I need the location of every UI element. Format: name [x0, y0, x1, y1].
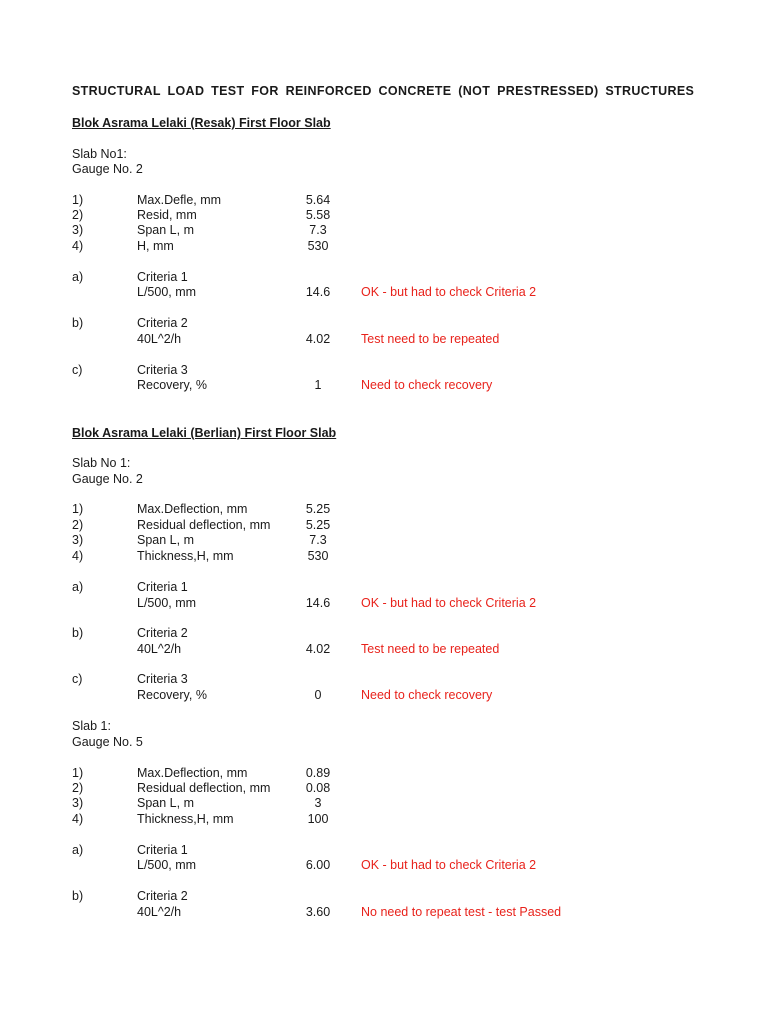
- row-label: 40L^2/h: [137, 332, 182, 346]
- row-index: 1): [72, 193, 84, 207]
- measurement-row: [0, 781, 768, 797]
- row-value: 4.02: [305, 332, 331, 346]
- slab-label: Slab No1:: [72, 147, 127, 161]
- row-value: 14.6: [305, 596, 331, 610]
- slab-label: Slab No 1:: [72, 456, 131, 470]
- criteria-name-row: [0, 363, 768, 379]
- row-value: 14.6: [305, 285, 331, 299]
- status-note: OK - but had to check Criteria 2: [361, 596, 537, 610]
- row-label: L/500, mm: [137, 596, 197, 610]
- row-label: Resid, mm: [137, 208, 197, 222]
- row-label: Span L, m: [137, 223, 194, 237]
- criteria-result-row: [0, 596, 768, 612]
- row-value: 530: [307, 239, 329, 253]
- row-label: Max.Deflection, mm: [137, 766, 248, 780]
- row-value: 7.3: [309, 223, 327, 237]
- measurement-row: [0, 549, 768, 565]
- status-note: No need to repeat test - test Passed: [361, 905, 562, 919]
- criteria-name-row: [0, 626, 768, 642]
- criteria-result-row: [0, 858, 768, 874]
- criteria-name: Criteria 2: [137, 889, 188, 903]
- criteria-name-row: [0, 889, 768, 905]
- row-index: a): [72, 270, 84, 284]
- measurement-row: [0, 239, 768, 255]
- row-index: 3): [72, 533, 84, 547]
- criteria-name-row: [0, 316, 768, 332]
- row-label: H, mm: [137, 239, 174, 253]
- row-label: 40L^2/h: [137, 905, 182, 919]
- row-index: b): [72, 889, 84, 903]
- criteria-name: Criteria 2: [137, 626, 188, 640]
- row-label: Residual deflection, mm: [137, 781, 271, 795]
- criteria-name: Criteria 1: [137, 843, 188, 857]
- criteria-result-row: [0, 332, 768, 348]
- criteria-result-row: [0, 378, 768, 394]
- row-label: Thickness,H, mm: [137, 549, 234, 563]
- row-value: 5.25: [305, 502, 331, 516]
- row-index: b): [72, 626, 84, 640]
- criteria-name: Criteria 1: [137, 580, 188, 594]
- row-value: 4.02: [305, 642, 331, 656]
- criteria-name: Criteria 1: [137, 270, 188, 284]
- gauge-label: Gauge No. 2: [72, 162, 143, 176]
- criteria-name-row: [0, 580, 768, 596]
- row-label: 40L^2/h: [137, 642, 182, 656]
- row-index: 2): [72, 781, 84, 795]
- section-heading: Blok Asrama Lelaki (Berlian) First Floor Slab: [72, 426, 337, 440]
- row-value: 5.58: [305, 208, 331, 222]
- row-value: 0.08: [305, 781, 331, 795]
- status-note: Need to check recovery: [361, 688, 493, 702]
- status-note: OK - but had to check Criteria 2: [361, 285, 537, 299]
- measurement-row: [0, 812, 768, 828]
- row-label: L/500, mm: [137, 858, 197, 872]
- row-index: b): [72, 316, 84, 330]
- row-value: 0: [314, 688, 322, 702]
- row-index: c): [72, 363, 83, 377]
- criteria-result-row: [0, 285, 768, 301]
- row-index: a): [72, 843, 84, 857]
- row-label: Span L, m: [137, 533, 194, 547]
- row-value: 100: [307, 812, 329, 826]
- measurement-row: [0, 796, 768, 812]
- criteria-name-row: [0, 672, 768, 688]
- row-label: Thickness,H, mm: [137, 812, 234, 826]
- row-value: 3: [314, 796, 322, 810]
- row-index: 4): [72, 549, 84, 563]
- row-value: 0.89: [305, 766, 331, 780]
- criteria-result-row: [0, 642, 768, 658]
- gauge-label: Gauge No. 5: [72, 735, 143, 749]
- row-index: a): [72, 580, 84, 594]
- criteria-name-row: [0, 843, 768, 859]
- row-index: 2): [72, 518, 84, 532]
- row-label: Recovery, %: [137, 688, 207, 702]
- measurement-row: [0, 208, 768, 224]
- slab-label: Slab 1:: [72, 719, 111, 733]
- criteria-name: Criteria 2: [137, 316, 188, 330]
- row-value: 3.60: [305, 905, 331, 919]
- measurement-row: [0, 193, 768, 209]
- row-index: 3): [72, 796, 84, 810]
- row-value: 5.64: [305, 193, 331, 207]
- criteria-name-row: [0, 270, 768, 286]
- row-index: c): [72, 672, 83, 686]
- row-label: Max.Defle, mm: [137, 193, 222, 207]
- measurement-row: [0, 766, 768, 782]
- measurement-row: [0, 502, 768, 518]
- section-heading: Blok Asrama Lelaki (Resak) First Floor Slab: [72, 116, 331, 130]
- row-index: 1): [72, 502, 84, 516]
- status-note: OK - but had to check Criteria 2: [361, 858, 537, 872]
- status-note: Test need to be repeated: [361, 642, 500, 656]
- criteria-result-row: [0, 688, 768, 704]
- status-note: Need to check recovery: [361, 378, 493, 392]
- criteria-name: Criteria 3: [137, 672, 188, 686]
- row-value: 1: [314, 378, 322, 392]
- criteria-result-row: [0, 905, 768, 921]
- row-label: Recovery, %: [137, 378, 207, 392]
- row-label: Max.Deflection, mm: [137, 502, 248, 516]
- row-index: 3): [72, 223, 84, 237]
- measurement-row: [0, 223, 768, 239]
- measurement-row: [0, 518, 768, 534]
- row-index: 4): [72, 812, 84, 826]
- row-label: Span L, m: [137, 796, 194, 810]
- row-index: 1): [72, 766, 84, 780]
- measurement-row: [0, 533, 768, 549]
- row-value: 530: [307, 549, 329, 563]
- row-value: 6.00: [305, 858, 331, 872]
- gauge-label: Gauge No. 2: [72, 472, 143, 486]
- status-note: Test need to be repeated: [361, 332, 500, 346]
- row-value: 5.25: [305, 518, 331, 532]
- row-index: 4): [72, 239, 84, 253]
- row-label: L/500, mm: [137, 285, 197, 299]
- document-title: STRUCTURAL LOAD TEST FOR REINFORCED CONCRETE (NOT PRESTRESSED) STRUCTURES: [72, 84, 695, 98]
- row-index: 2): [72, 208, 84, 222]
- row-value: 7.3: [309, 533, 327, 547]
- row-label: Residual deflection, mm: [137, 518, 271, 532]
- criteria-name: Criteria 3: [137, 363, 188, 377]
